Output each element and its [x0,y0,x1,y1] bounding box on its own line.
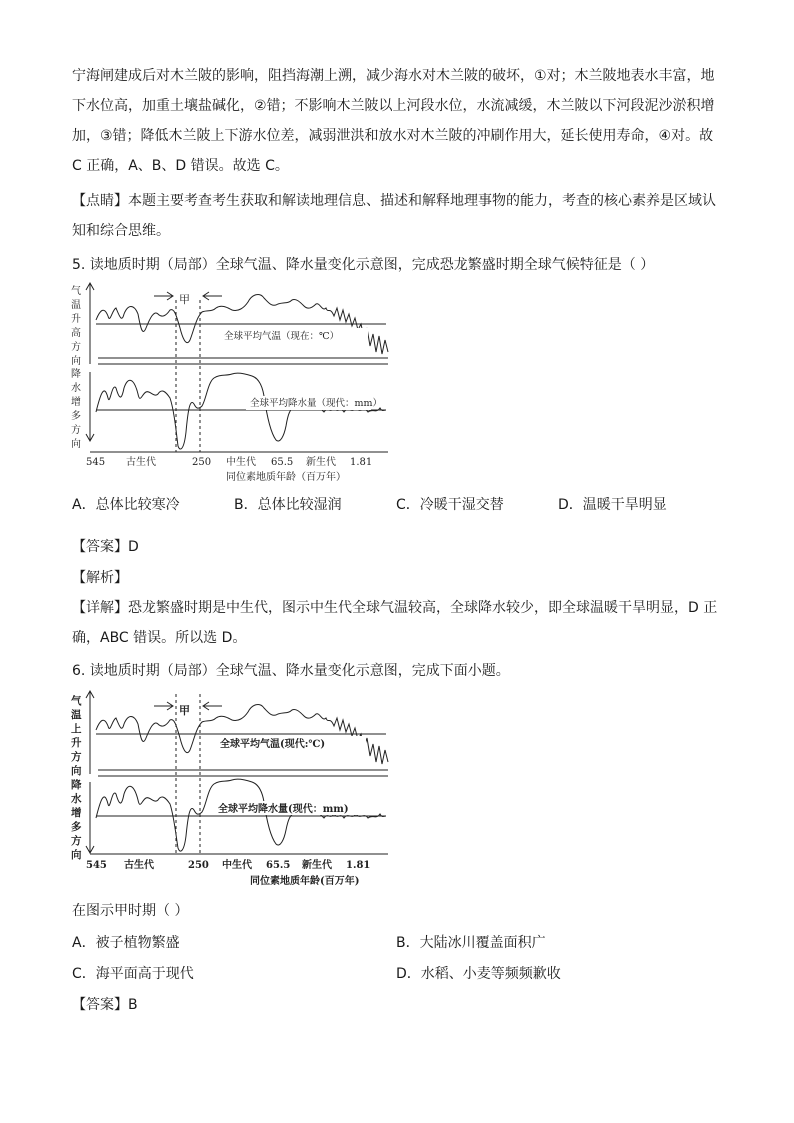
previous-explanation: 宁海闸建成后对木兰陂的影响，阻挡海潮上溯，减少海水对木兰陂的破坏，①对；木兰陂地表水丰富，地下水位高，加重土壤盐碱化，②错；不影响木兰陂以上河段水位，水流减缓，木兰陂以下河段泥沙淤积增加，③错；降低木兰陂上下游水位差，减弱泄洪和放水对木兰陂的冲刷作用大，延长使用寿命，④对。故 C 正确，A、B、D 错误。故选 C。 [72,68,715,174]
jia-right-arrow [203,702,222,710]
svg-text:温: 温 [71,709,82,721]
precipitation-curve [96,779,386,851]
q6-option-a: A．被子植物繁盛 [72,935,180,951]
q6-sub-stem: 在图示甲时期（ ） [72,903,189,919]
q5-answer: 【答案】D [72,539,139,555]
tick-paleozoic: 古生代 [124,860,154,871]
precip-axis-label [71,367,81,450]
svg-text:增: 增 [71,807,82,819]
tick-cenozoic: 新生代 [302,860,332,871]
svg-text:水: 水 [71,793,82,805]
svg-text:向: 向 [71,849,82,861]
svg-text:气: 气 [71,286,81,297]
svg-text:降: 降 [71,369,81,380]
x-axis-title: 同位素地质年龄(百万年) [250,876,360,887]
temp-axis-label-q6 [71,694,82,777]
q5-option-c: C．冷暖干湿交替 [396,497,504,513]
svg-text:向: 向 [71,765,82,777]
svg-text:方: 方 [71,835,82,847]
temp-mean-label: 全球平均气温(现代:℃) [220,739,326,750]
svg-text:向: 向 [71,356,81,367]
q5-option-d: D．温暖干旱明显 [558,497,667,513]
precip-mean-label: 全球平均降水量（现代：mm） [250,398,383,409]
time-axis-ticks [86,858,370,871]
x-axis-title: 同位素地质年龄（百万年） [226,472,346,483]
q5-option-a: A．总体比较寒冷 [72,497,180,513]
point-text: 本题主要考查考生获取和解读地理信息、描述和解释地理事物的能力，考查的核心素养是区域认知和综合思维。 [72,193,716,239]
time-axis-ticks [86,455,372,468]
point-paragraph [72,186,724,246]
temp-axis-label [71,285,81,367]
svg-text:多: 多 [71,411,81,422]
svg-text:升: 升 [71,314,81,325]
q6-option-c: C．海平面高于现代 [72,966,194,982]
svg-text:方: 方 [71,342,81,353]
jia-label: 甲 [179,704,190,717]
q6-option-d: D．水稻、小麦等频频歉收 [396,966,561,982]
svg-text:多: 多 [71,821,82,833]
tick-65-5: 65.5 [266,860,291,871]
svg-text:高: 高 [71,328,81,339]
tick-545: 545 [86,860,107,871]
detail-text: 恐龙繁盛时期是中生代，图示中生代全球气温较高，全球降水较少，即全球温暖干旱明显，D 正确，ABC 错误。所以选 D。 [72,600,718,646]
tick-paleozoic: 古生代 [126,457,156,468]
svg-text:增: 增 [71,397,81,408]
q5-climate-chart [66,280,396,485]
svg-text:水: 水 [71,383,81,394]
tick-250: 250 [188,860,209,871]
precipitation-curve [96,373,386,449]
point-label: 【点睛】 [72,193,128,209]
svg-text:降: 降 [71,779,82,791]
svg-text:向: 向 [71,439,81,450]
tick-250: 250 [192,457,212,468]
svg-text:方: 方 [71,425,81,436]
svg-text:温: 温 [71,300,81,311]
tick-65-5: 65.5 [271,457,294,468]
jia-label: 甲 [179,293,190,306]
detail-label: 【详解】 [72,600,128,616]
jia-right-arrow [203,292,222,300]
q5-option-b: B．总体比较湿润 [234,497,342,513]
q5-analysis-label: 【解析】 [72,570,128,586]
tick-545: 545 [86,457,106,468]
precip-axis-label-q6 [71,778,82,861]
svg-text:气: 气 [71,695,82,707]
q6-answer: 【答案】B [72,997,138,1013]
tick-cenozoic: 新生代 [306,457,336,468]
q6-stem: 6. 读地质时期（局部）全球气温、降水量变化示意图，完成下面小题。 [72,663,510,679]
jia-left-arrow [154,702,173,710]
svg-text:方: 方 [71,751,82,763]
tick-mesozoic: 中生代 [222,860,252,871]
temp-mean-label: 全球平均气温（现在：℃） [224,331,340,342]
q5-detail [72,593,724,653]
precip-mean-label: 全球平均降水量(现代：mm) [218,804,349,815]
q5-stem: 5. 读地质时期（局部）全球气温、降水量变化示意图，完成恐龙繁盛时期全球气候特征是（ ） [72,257,655,273]
svg-text:上: 上 [71,723,82,735]
q6-option-b: B．大陆冰川覆盖面积广 [396,935,546,951]
tick-1-81: 1.81 [346,860,371,871]
svg-text:升: 升 [71,737,82,749]
tick-mesozoic: 中生代 [226,457,256,468]
tick-1-81: 1.81 [350,457,373,468]
q6-climate-chart [66,688,396,893]
jia-left-arrow [154,292,173,300]
